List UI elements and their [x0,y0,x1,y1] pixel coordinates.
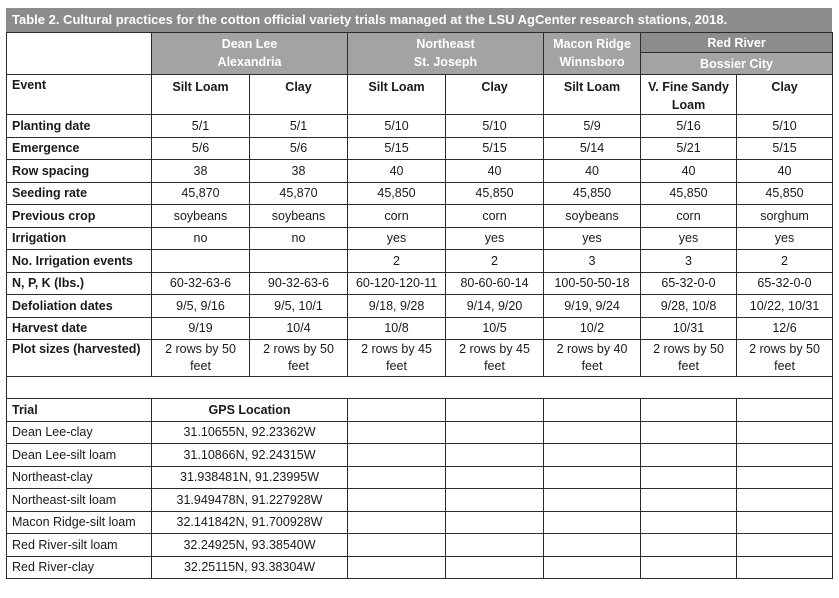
event-row [7,295,833,318]
empty-cell [348,421,446,444]
event-row-value: 5/15 [737,137,833,160]
event-row-value: 100-50-50-18 [544,272,641,295]
event-row-value: 10/31 [641,317,737,340]
event-row-value: 40 [737,160,833,183]
plot-size-value: 2 rows by 50 feet [737,340,833,377]
gps-trial-name: Dean Lee-clay [7,421,152,444]
empty-cell [348,556,446,579]
empty-cell [446,444,544,467]
soil-cell: Clay [446,75,544,115]
event-row-label: N, P, K (lbs.) [7,272,152,295]
event-row-label: Emergence [7,137,152,160]
gps-row [7,421,833,444]
event-row-label: Previous crop [7,205,152,228]
event-row-value: 5/15 [348,137,446,160]
empty-cell [348,534,446,557]
plot-size-value: 2 rows by 50 feet [641,340,737,377]
event-row-value: 38 [250,160,348,183]
event-row-value: 2 [737,250,833,273]
event-row-value: 5/9 [544,115,641,138]
empty-cell [446,534,544,557]
empty-cell [737,444,833,467]
empty-cell [641,421,737,444]
location-dean-lee: Dean Lee Alexandria [152,33,348,75]
event-row-value: 5/15 [446,137,544,160]
empty-cell [641,511,737,534]
location-header-blank [7,33,152,75]
soil-cell: Clay [250,75,348,115]
event-row-label: Defoliation dates [7,295,152,318]
event-row-value: yes [348,227,446,250]
event-row-value: yes [446,227,544,250]
event-row [7,115,833,138]
soil-header-row [7,75,833,115]
gps-row [7,534,833,557]
event-row-value: corn [348,205,446,228]
event-row-value: soybeans [152,205,250,228]
empty-cell [737,489,833,512]
empty-cell [446,466,544,489]
gps-location-value: 32.25115N, 93.38304W [152,556,348,579]
empty-cell [348,444,446,467]
event-row-value: 9/18, 9/28 [348,295,446,318]
event-row-value: soybeans [544,205,641,228]
event-row-value: 3 [544,250,641,273]
gps-trial-name: Red River-silt loam [7,534,152,557]
empty-cell [737,399,833,422]
plot-size-row [7,340,833,377]
event-row-value: 90-32-63-6 [250,272,348,295]
empty-cell [544,399,641,422]
event-row-label: Irrigation [7,227,152,250]
event-row-value: 12/6 [737,317,833,340]
event-row [7,137,833,160]
gps-location-header: GPS Location [152,399,348,422]
gps-location-value: 31.10866N, 92.24315W [152,444,348,467]
event-label: Event [7,75,152,115]
plot-size-label: Plot sizes (harvested) [7,340,152,377]
event-row-value: 5/6 [250,137,348,160]
event-row-value: 9/5, 10/1 [250,295,348,318]
location-macon-ridge: Macon Ridge Winnsboro [544,33,641,75]
event-row-value: 45,850 [544,182,641,205]
event-row-value: corn [446,205,544,228]
event-row-value: 9/19 [152,317,250,340]
event-row-value: 5/10 [348,115,446,138]
event-row-value: 45,850 [641,182,737,205]
gps-row [7,556,833,579]
gps-trial-name: Red River-clay [7,556,152,579]
event-row-value: 45,850 [737,182,833,205]
empty-cell [737,534,833,557]
event-row-value: 10/22, 10/31 [737,295,833,318]
soil-cell: V. Fine Sandy Loam [641,75,737,115]
empty-cell [544,556,641,579]
event-row-value: 45,850 [446,182,544,205]
event-row-value: 45,850 [348,182,446,205]
event-row [7,317,833,340]
empty-cell [446,399,544,422]
event-row-value: 5/10 [446,115,544,138]
gps-trial-name: Northeast-clay [7,466,152,489]
empty-cell [544,489,641,512]
empty-cell [544,421,641,444]
event-row-label: Planting date [7,115,152,138]
empty-cell [348,466,446,489]
event-row [7,227,833,250]
event-row [7,182,833,205]
empty-cell [641,489,737,512]
event-row-value: yes [737,227,833,250]
event-row-value: 10/2 [544,317,641,340]
empty-cell [446,556,544,579]
event-row-value: 60-120-120-11 [348,272,446,295]
empty-cell [544,534,641,557]
location-header-row [7,33,833,53]
location-red-river-city: Bossier City [641,53,833,75]
event-row-value: 10/4 [250,317,348,340]
plot-size-value: 2 rows by 40 feet [544,340,641,377]
gps-location-value: 32.24925N, 93.38540W [152,534,348,557]
empty-cell [737,421,833,444]
event-row-value: 38 [152,160,250,183]
empty-cell [348,489,446,512]
event-row [7,250,833,273]
soil-cell: Silt Loam [544,75,641,115]
event-row [7,272,833,295]
empty-cell [641,556,737,579]
empty-cell [544,511,641,534]
empty-cell [544,466,641,489]
event-row [7,205,833,228]
event-row-value: 5/6 [152,137,250,160]
empty-cell [348,399,446,422]
event-row-value [152,250,250,273]
event-row-value: 2 [348,250,446,273]
empty-cell [544,444,641,467]
event-row-value: corn [641,205,737,228]
event-row-value: 9/14, 9/20 [446,295,544,318]
gps-location-value: 31.949478N, 91.227928W [152,489,348,512]
gps-header-row [7,399,833,422]
empty-cell [641,534,737,557]
event-row-value: 40 [446,160,544,183]
soil-cell: Silt Loam [152,75,250,115]
event-row-value: 80-60-60-14 [446,272,544,295]
plot-size-value: 2 rows by 45 feet [446,340,544,377]
event-row-label: No. Irrigation events [7,250,152,273]
empty-cell [446,421,544,444]
event-row-value: sorghum [737,205,833,228]
event-row-value: 5/10 [737,115,833,138]
event-row-value: 40 [641,160,737,183]
spacer-cell [7,377,833,399]
gps-location-value: 31.10655N, 92.23362W [152,421,348,444]
location-red-river-name: Red River [641,33,833,53]
spacer-row [7,377,833,399]
gps-row [7,466,833,489]
event-row-value: soybeans [250,205,348,228]
empty-cell [737,511,833,534]
event-row-value: 9/5, 9/16 [152,295,250,318]
plot-size-value: 2 rows by 50 feet [250,340,348,377]
event-row-value: 2 [446,250,544,273]
event-row-value: 45,870 [152,182,250,205]
empty-cell [348,511,446,534]
event-row-value: 65-32-0-0 [737,272,833,295]
event-row-value: 60-32-63-6 [152,272,250,295]
location-northeast: Northeast St. Joseph [348,33,544,75]
event-row-value: 65-32-0-0 [641,272,737,295]
gps-location-value: 32.141842N, 91.700928W [152,511,348,534]
empty-cell [641,466,737,489]
event-row-value: 9/28, 10/8 [641,295,737,318]
event-row-value: 3 [641,250,737,273]
cultural-practices-table [6,32,833,579]
event-row [7,160,833,183]
event-row-value: 5/14 [544,137,641,160]
gps-row [7,489,833,512]
empty-cell [737,466,833,489]
event-row-label: Seeding rate [7,182,152,205]
event-row-value: 40 [348,160,446,183]
gps-trial-name: Dean Lee-silt loam [7,444,152,467]
gps-location-value: 31.938481N, 91.23995W [152,466,348,489]
gps-trial-name: Macon Ridge-silt loam [7,511,152,534]
event-row-value: no [250,227,348,250]
table-frame [6,8,832,579]
empty-cell [641,399,737,422]
event-row-value: 9/19, 9/24 [544,295,641,318]
event-row-value: no [152,227,250,250]
plot-size-value: 2 rows by 45 feet [348,340,446,377]
event-row-value: 10/5 [446,317,544,340]
event-row-value: 40 [544,160,641,183]
event-row-value: 5/21 [641,137,737,160]
soil-cell: Silt Loam [348,75,446,115]
event-row-value: 5/1 [250,115,348,138]
event-row-value: 45,870 [250,182,348,205]
table-title: Table 2. Cultural practices for the cotton official variety trials managed at the LSU AgCenter research stations, 2018. [6,8,832,32]
gps-row [7,511,833,534]
empty-cell [641,444,737,467]
soil-cell: Clay [737,75,833,115]
event-row-value: 10/8 [348,317,446,340]
event-row-label: Harvest date [7,317,152,340]
event-row-label: Row spacing [7,160,152,183]
event-row-value: yes [641,227,737,250]
gps-trial-header: Trial [7,399,152,422]
gps-row [7,444,833,467]
event-row-value: 5/1 [152,115,250,138]
event-row-value: yes [544,227,641,250]
empty-cell [446,511,544,534]
event-row-value [250,250,348,273]
event-row-value: 5/16 [641,115,737,138]
empty-cell [737,556,833,579]
plot-size-value: 2 rows by 50 feet [152,340,250,377]
empty-cell [446,489,544,512]
gps-trial-name: Northeast-silt loam [7,489,152,512]
